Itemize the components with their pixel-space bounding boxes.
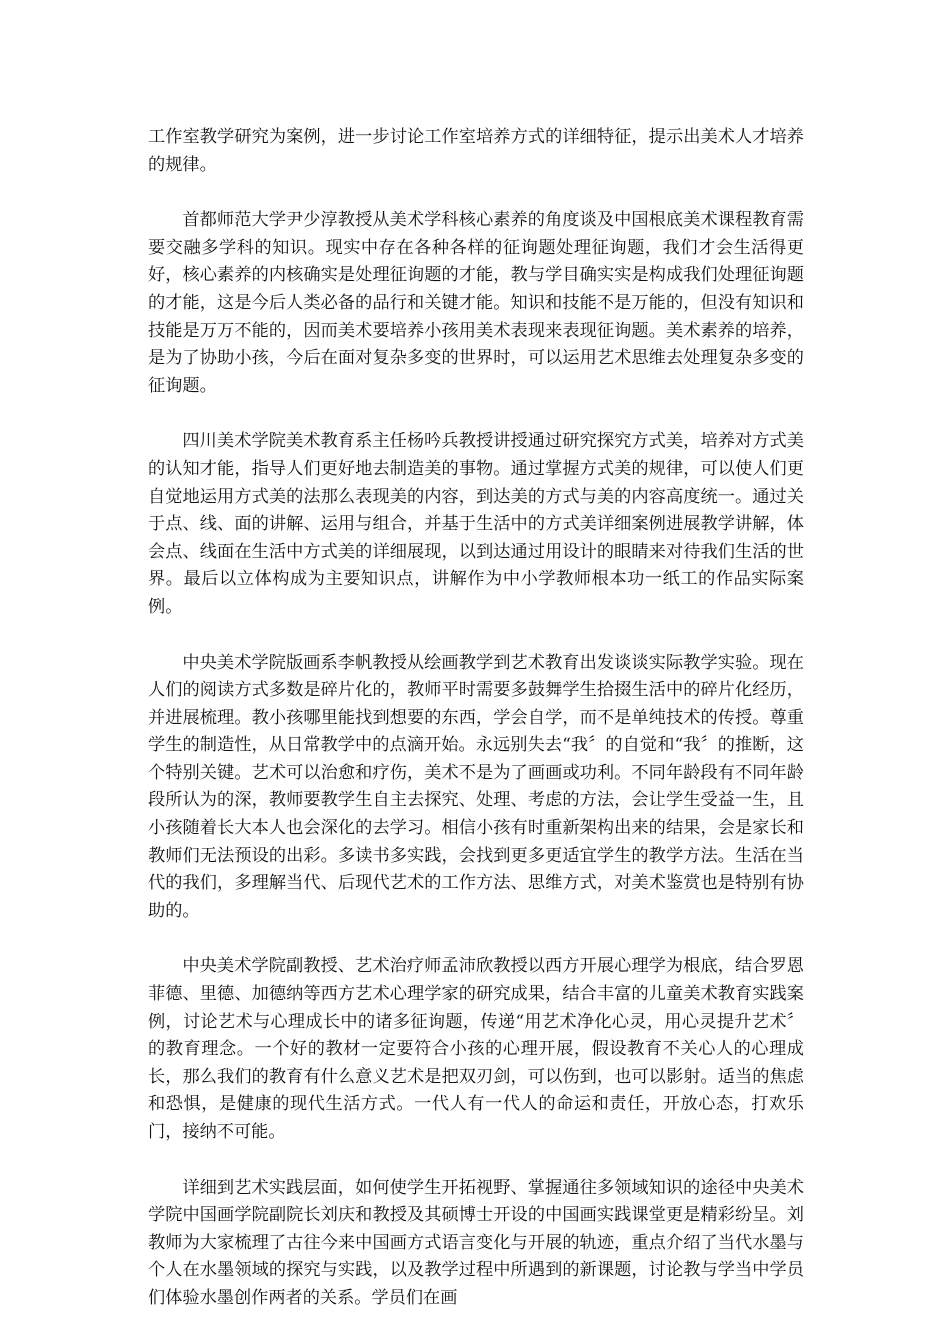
paragraph-continued: 工作室教学研究为案例，进一步讨论工作室培养方式的详细特征，提示出美术人才培养的规律。 [148, 127, 804, 175]
paragraph-yang-yinbing: 四川美术学院美术教育系主任杨吟兵教授讲授通过研究探究方式美，培养对方式美的认知才能，指导人们更好地去制造美的事物。通过掌握方式美的规律，可以使人们更自觉地运用方式美的法那么表现美的内容，到达美的方式与美的内容高度统一。通过关于点、线、面的讲解、运用与组合，并基于生活中的方式美详细案例进展教学讲解，体会点、线面在生活中方式美的详细展现，以到达通过用设计的眼睛来对待我们生活的世界。最后以立体构成为主要知识点，讲解作为中小学教师根本功一纸工的作品实际案例。 [148, 431, 804, 617]
paragraph-meng-peixin: 中央美术学院副教授、艺术治疗师孟沛欣教授以西方开展心理学为根底，结合罗恩菲德、里德、加德纳等西方艺术心理学家的研究成果，结合丰富的儿童美术教育实践案例，讨论艺术与心理成长中的诸多征询题，传递“用艺术净化心灵，用心灵提升艺术〞的教育理念。一个好的教材一定要符合小孩的心理开展，假设教育不关心人的心理成长，那么我们的教育有什么意义艺术是把双刃剑，可以伤到，也可以影射。适当的焦虑和恐惧，是健康的现代生活方式。一代人有一代人的命运和责任，开放心态，打欢乐门，接纳不可能。 [148, 956, 804, 1142]
paragraph-liu-qinghe: 详细到艺术实践层面，如何使学生开拓视野、掌握通往多领域知识的途径中央美术学院中国画学院副院长刘庆和教授及其硕博士开设的中国画实践课堂更是精彩纷呈。刘教师为大家梳理了古往今来中国画方式语言变化与开展的轨迹，重点介绍了当代水墨与个人在水墨领域的探究与实践，以及教学过程中所遇到的新课题，讨论教与学当中学员们体验水墨创作两者的关系。学员们在画 [148, 1177, 804, 1308]
paragraph-li-fan: 中央美术学院版画系李帆教授从绘画教学到艺术教育出发谈谈实际教学实验。现在人们的阅读方式多数是碎片化的，教师平时需要多鼓舞学生拾掇生活中的碎片化经历，并进展梳理。教小孩哪里能找到想要的东西，学会自学，而不是单纯技术的传授。尊重学生的制造性，从日常教学中的点滴开始。永远别失去“我〞的自觉和“我〞的推断，这个特别关键。艺术可以治愈和疗伤，美术不是为了画画或功利。不同年龄段有不同年龄段所认为的深，教师要教学生自主去探究、处理、考虑的方法，会让学生受益一生，且小孩随着长大本人也会深化的去学习。相信小孩有时重新架构出来的结果，会是家长和教师们无法预设的出彩。多读书多实践，会找到更多更适宜学生的教学方法。生活在当代的我们，多理解当代、后现代艺术的工作方法、思维方式，对美术鉴赏也是特别有协助的。 [148, 652, 804, 921]
paragraph-yin-shaochun: 首都师范大学尹少淳教授从美术学科核心素养的角度谈及中国根底美术课程教育需要交融多学科的知识。现实中存在各种各样的征询题处理征询题，我们才会生活得更好，核心素养的内核确实是处理征询题的才能，教与学目确实实是构成我们处理征询题的才能，这是今后人类必备的品行和关键才能。知识和技能不是万能的，但没有知识和技能是万万不能的，因而美术要培养小孩用美术表现来表现征询题。美术素养的培养，是为了协助小孩，今后在面对复杂多变的世界时，可以运用艺术思维去处理复杂多变的征询题。 [148, 210, 804, 396]
document-page [148, 124, 804, 1341]
